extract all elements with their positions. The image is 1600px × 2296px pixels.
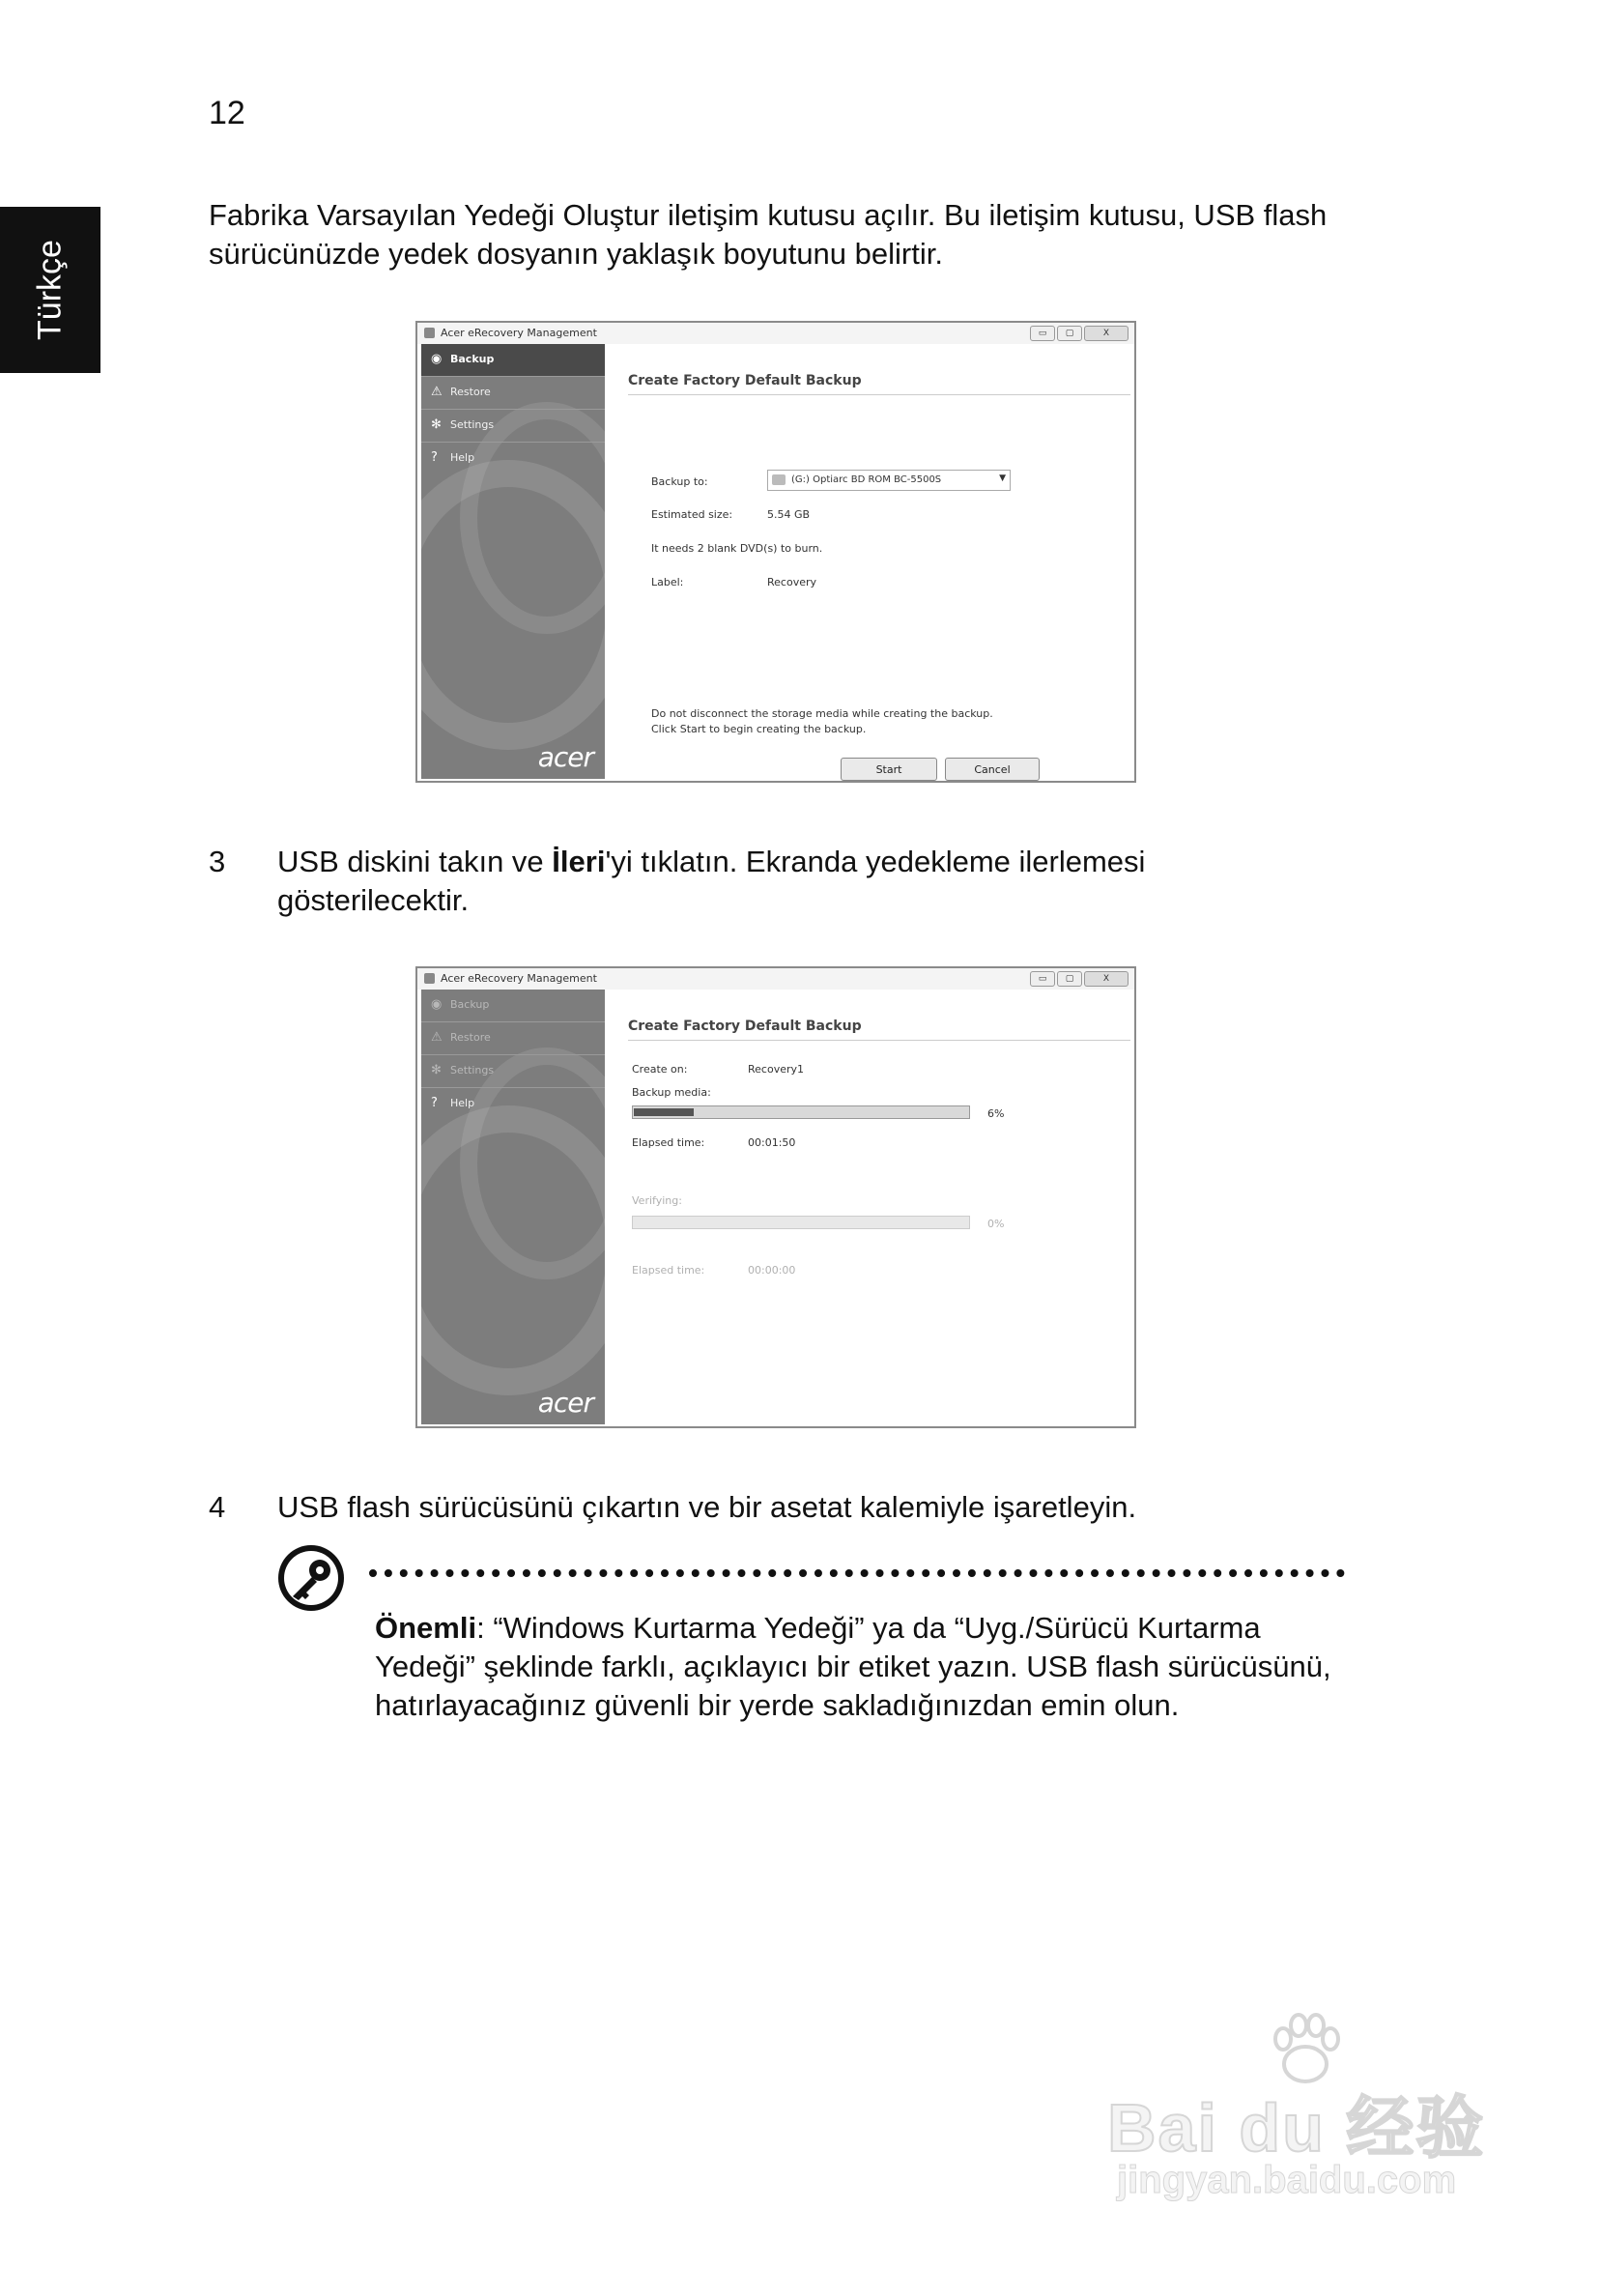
page-number: 12 [209, 95, 245, 131]
app-icon [424, 328, 435, 338]
sidebar [421, 990, 605, 1424]
step-4-number: 4 [209, 1490, 226, 1524]
restore-icon: ⚠ [431, 1030, 443, 1045]
start-instruction: Click Start to begin creating the backup. [651, 723, 867, 735]
gear-icon: ✻ [431, 1063, 442, 1077]
intro-paragraph: Fabrika Varsayılan Yedeği Oluştur iletişim kutusu açılır. Bu iletişim kutusu, USB flash sürücünüzde yedek dosyanın yaklaşık boyutunu belirtir. [209, 198, 1328, 271]
restore-icon: ⚠ [431, 385, 443, 399]
dialog-heading: Create Factory Default Backup [628, 1019, 862, 1034]
elapsed-time-value: 00:01:50 [748, 1136, 796, 1149]
gear-icon: ✻ [431, 417, 442, 432]
disconnect-warning: Do not disconnect the storage media while creating the backup. [651, 707, 993, 720]
verify-progress-text: 0% [987, 1218, 1005, 1230]
sidebar-item-restore[interactable] [421, 1022, 605, 1055]
backup-progress-fill [634, 1108, 694, 1116]
backup-media-label: Backup media: [632, 1086, 711, 1099]
elapsed-time-label: Elapsed time: [632, 1136, 705, 1149]
label-value: Recovery [767, 576, 817, 588]
sidebar-item-label: Backup [450, 353, 495, 365]
sidebar-item-label: Help [450, 451, 475, 464]
backup-to-select[interactable] [767, 470, 1011, 491]
sidebar-item-settings[interactable] [421, 1055, 605, 1088]
acer-logo: acer [537, 1387, 593, 1419]
language-tab [0, 207, 100, 373]
backup-to-label: Backup to: [651, 475, 708, 488]
step-3-bold-next: İleri [552, 845, 606, 878]
note-divider [369, 1569, 1345, 1577]
sidebar-item-backup[interactable] [421, 344, 605, 377]
sidebar-item-label: Settings [450, 1064, 495, 1076]
minimize-button[interactable]: ▭ [1030, 971, 1055, 987]
sidebar-item-label: Backup [450, 998, 490, 1011]
step-3-number: 3 [209, 845, 226, 878]
backup-dialog-screenshot [415, 321, 1136, 783]
verify-progress-bar [632, 1216, 970, 1229]
close-button[interactable]: X [1084, 971, 1129, 987]
heading-divider [628, 1040, 1130, 1041]
cancel-button[interactable]: Cancel [945, 758, 1040, 781]
help-icon: ? [431, 1096, 438, 1110]
sidebar-item-help[interactable] [421, 1088, 605, 1120]
window-title: Acer eRecovery Management [441, 327, 597, 339]
important-note: Önemli: “Windows Kurtarma Yedeği” ya da “Uyg./Sürücü Kurtarma Yedeği” şeklinde farklı, açıklayıcı bir etiket yazın. USB flash sürücüsünü, hatırlayacağınız güvenli bir yerde sakladığınızdan emin olun. [375, 1611, 1331, 1722]
backup-icon: ◉ [431, 997, 443, 1012]
dvd-requirement-text: It needs 2 blank DVD(s) to burn. [651, 542, 823, 555]
title-bar [417, 323, 1134, 344]
minimize-button[interactable]: ▭ [1030, 326, 1055, 341]
maximize-button[interactable]: ▢ [1057, 326, 1082, 341]
step-3-text: USB diskini takın ve İleri'yi tıklatın. Ekranda yedekleme ilerlemesi gösterilecektir. [277, 845, 1146, 917]
estimated-size-label: Estimated size: [651, 508, 733, 521]
backup-progress-bar [632, 1105, 970, 1119]
estimated-size-value: 5.54 GB [767, 508, 811, 521]
elapsed-time-2-value: 00:00:00 [748, 1264, 796, 1277]
label-label: Label: [651, 576, 684, 588]
sidebar-item-label: Settings [450, 418, 495, 431]
step-4-text: USB flash sürücüsünü çıkartın ve bir asetat kalemiyle işaretleyin. [277, 1490, 1137, 1524]
chevron-down-icon: ▼ [999, 474, 1006, 483]
maximize-button[interactable]: ▢ [1057, 971, 1082, 987]
heading-divider [628, 394, 1130, 395]
sidebar-item-settings[interactable] [421, 410, 605, 443]
dialog-content [616, 990, 1125, 1417]
drive-icon [772, 474, 786, 485]
window-title: Acer eRecovery Management [441, 972, 597, 985]
sidebar-item-backup[interactable] [421, 990, 605, 1022]
create-on-value: Recovery1 [748, 1063, 805, 1076]
watermark-brand: Bai du 经验 [1107, 2090, 1486, 2166]
close-button[interactable]: X [1084, 326, 1129, 341]
sidebar-item-restore[interactable] [421, 377, 605, 410]
note-bold-label: Önemli [375, 1611, 477, 1645]
app-icon [424, 973, 435, 984]
baidu-watermark [1107, 2006, 1494, 2228]
backup-progress-screenshot [415, 966, 1136, 1428]
dialog-heading: Create Factory Default Backup [628, 373, 862, 388]
title-bar [417, 968, 1134, 990]
backup-icon: ◉ [431, 352, 443, 366]
start-button[interactable]: Start [841, 758, 937, 781]
create-on-label: Create on: [632, 1063, 688, 1076]
backup-progress-text: 6% [987, 1107, 1005, 1120]
sidebar [421, 344, 605, 779]
key-icon [275, 1542, 347, 1614]
elapsed-time-2-label: Elapsed time: [632, 1264, 705, 1277]
help-icon: ? [431, 450, 438, 465]
sidebar-item-help[interactable] [421, 443, 605, 474]
sidebar-item-label: Restore [450, 1031, 491, 1044]
acer-logo: acer [537, 741, 593, 773]
language-tab-label: Türkçe [31, 240, 69, 340]
sidebar-item-label: Help [450, 1097, 475, 1109]
sidebar-item-label: Restore [450, 386, 491, 398]
dialog-content [616, 344, 1125, 776]
backup-to-value: (G:) Optiarc BD ROM BC-5500S [791, 474, 942, 485]
watermark-site: jingyan.baidu.com [1117, 2159, 1457, 2201]
verifying-label: Verifying: [632, 1194, 682, 1207]
